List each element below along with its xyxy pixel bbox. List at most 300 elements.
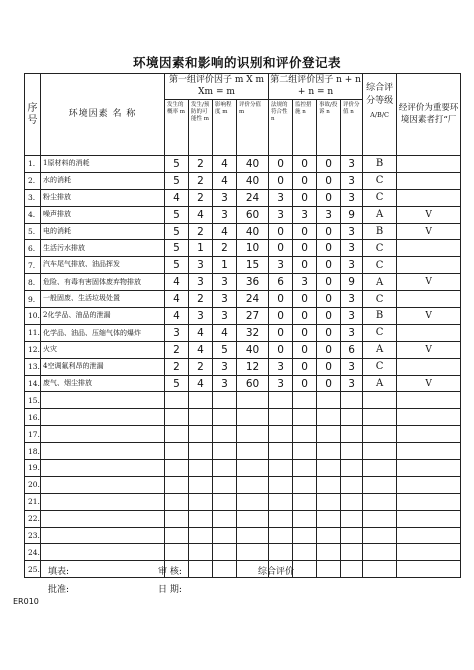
legal-value: 3 xyxy=(269,257,293,274)
grade-value: C xyxy=(363,257,397,274)
social-value xyxy=(317,392,341,409)
row-number: 7. xyxy=(25,257,41,274)
occurrence-value xyxy=(165,460,189,477)
row-number: 19. xyxy=(25,460,41,477)
social-value xyxy=(317,476,341,493)
row-number: 2. xyxy=(25,172,41,189)
score-n-value: 3 xyxy=(341,172,363,189)
legal-value xyxy=(269,544,293,561)
score-m-value: 40 xyxy=(237,172,269,189)
score-m-value xyxy=(237,476,269,493)
score-n-value: 3 xyxy=(341,358,363,375)
header-score-n: 评价分值 n xyxy=(341,100,363,156)
prevention-value: 3 xyxy=(189,274,213,291)
score-m-value xyxy=(237,544,269,561)
header-seq: 序号 xyxy=(25,74,41,156)
legal-value: 0 xyxy=(269,240,293,257)
important-mark xyxy=(397,426,461,443)
important-mark xyxy=(397,324,461,341)
grade-value: C xyxy=(363,189,397,206)
legal-value xyxy=(269,460,293,477)
factor-name: 4空调氟利昂的泄漏 xyxy=(41,358,165,375)
social-value: 0 xyxy=(317,257,341,274)
row-number: 18. xyxy=(25,443,41,460)
severity-value xyxy=(213,493,237,510)
score-n-value: 3 xyxy=(341,324,363,341)
severity-value: 3 xyxy=(213,189,237,206)
score-m-value xyxy=(237,510,269,527)
score-n-value: 6 xyxy=(341,341,363,358)
social-value xyxy=(317,460,341,477)
important-mark xyxy=(397,409,461,426)
grade-value xyxy=(363,443,397,460)
complaint-value: 0 xyxy=(293,223,317,240)
row-number: 17. xyxy=(25,426,41,443)
score-m-value: 40 xyxy=(237,223,269,240)
occurrence-value: 4 xyxy=(165,274,189,291)
occurrence-value: 2 xyxy=(165,358,189,375)
legal-value xyxy=(269,392,293,409)
complaint-value: 0 xyxy=(293,375,317,392)
header-legal: 法规的符合性 n xyxy=(269,100,293,156)
important-mark xyxy=(397,443,461,460)
factor-name xyxy=(41,460,165,477)
score-m-value: 10 xyxy=(237,240,269,257)
score-m-value: 32 xyxy=(237,324,269,341)
factor-name: 火灾 xyxy=(41,341,165,358)
complaint-value: 0 xyxy=(293,189,317,206)
score-m-value: 27 xyxy=(237,308,269,325)
grade-value xyxy=(363,409,397,426)
social-value: 3 xyxy=(317,206,341,223)
row-number: 15. xyxy=(25,392,41,409)
score-m-value xyxy=(237,460,269,477)
legal-value xyxy=(269,527,293,544)
prevention-value xyxy=(189,561,213,578)
prevention-value: 2 xyxy=(189,189,213,206)
occurrence-value: 3 xyxy=(165,324,189,341)
occurrence-value: 4 xyxy=(165,189,189,206)
grade-value: B xyxy=(363,308,397,325)
severity-value xyxy=(213,476,237,493)
social-value: 0 xyxy=(317,189,341,206)
grade-value: C xyxy=(363,324,397,341)
social-value xyxy=(317,527,341,544)
important-mark: V xyxy=(397,341,461,358)
complaint-value: 0 xyxy=(293,308,317,325)
prevention-value xyxy=(189,476,213,493)
row-number: 22. xyxy=(25,510,41,527)
table-row xyxy=(25,527,461,544)
factor-name: 噪声排放 xyxy=(41,206,165,223)
factor-name: 粉尘排放 xyxy=(41,189,165,206)
legal-value: 0 xyxy=(269,291,293,308)
grade-value xyxy=(363,493,397,510)
occurrence-value xyxy=(165,510,189,527)
complaint-value xyxy=(293,476,317,493)
score-m-value: 60 xyxy=(237,375,269,392)
row-number: 10. xyxy=(25,308,41,325)
row-number: 12. xyxy=(25,341,41,358)
complaint-value xyxy=(293,493,317,510)
score-n-value: 9 xyxy=(341,274,363,291)
score-n-value xyxy=(341,561,363,578)
prevention-value: 2 xyxy=(189,358,213,375)
table-row xyxy=(25,341,461,358)
occurrence-value: 4 xyxy=(165,291,189,308)
important-mark: V xyxy=(397,206,461,223)
factor-name: 1原材料的消耗 xyxy=(41,156,165,173)
score-n-value xyxy=(341,544,363,561)
document-code: ER010 xyxy=(13,597,39,606)
factor-name: 电的消耗 xyxy=(41,223,165,240)
complaint-value xyxy=(293,544,317,561)
occurrence-value xyxy=(165,527,189,544)
prevention-value xyxy=(189,460,213,477)
score-n-value: 3 xyxy=(341,223,363,240)
grade-value xyxy=(363,460,397,477)
prevention-value: 2 xyxy=(189,291,213,308)
important-mark: V xyxy=(397,308,461,325)
severity-value xyxy=(213,392,237,409)
social-value xyxy=(317,443,341,460)
score-m-value: 15 xyxy=(237,257,269,274)
grade-value xyxy=(363,527,397,544)
complaint-value xyxy=(293,443,317,460)
table-row xyxy=(25,189,461,206)
severity-value xyxy=(213,544,237,561)
legal-value: 3 xyxy=(269,206,293,223)
severity-value: 3 xyxy=(213,308,237,325)
score-n-value xyxy=(341,443,363,460)
header-occurrence: 发生的概率 m xyxy=(165,100,189,156)
factor-name xyxy=(41,409,165,426)
complaint-value: 0 xyxy=(293,257,317,274)
severity-value xyxy=(213,561,237,578)
row-number: 11. xyxy=(25,324,41,341)
legal-value: 3 xyxy=(269,358,293,375)
severity-value: 3 xyxy=(213,291,237,308)
score-n-value: 3 xyxy=(341,156,363,173)
header-complaint: 监控措施 n xyxy=(293,100,317,156)
grade-value: C xyxy=(363,358,397,375)
score-n-value xyxy=(341,527,363,544)
severity-value: 4 xyxy=(213,156,237,173)
prevention-value xyxy=(189,409,213,426)
occurrence-value: 5 xyxy=(165,240,189,257)
important-mark: V xyxy=(397,375,461,392)
grade-value: A xyxy=(363,375,397,392)
table-row xyxy=(25,409,461,426)
row-number: 20. xyxy=(25,476,41,493)
occurrence-value: 5 xyxy=(165,172,189,189)
factor-name: 危险、有毒有害固体废弃物排放 xyxy=(41,274,165,291)
score-m-value: 24 xyxy=(237,189,269,206)
occurrence-value: 5 xyxy=(165,206,189,223)
table-row xyxy=(25,274,461,291)
row-number: 23. xyxy=(25,527,41,544)
header-severity: 影响程度 m xyxy=(213,100,237,156)
legal-value: 3 xyxy=(269,189,293,206)
important-mark xyxy=(397,476,461,493)
legal-value xyxy=(269,443,293,460)
complaint-value xyxy=(293,561,317,578)
occurrence-value: 5 xyxy=(165,223,189,240)
row-number: 1. xyxy=(25,156,41,173)
social-value xyxy=(317,409,341,426)
social-value: 0 xyxy=(317,308,341,325)
prevention-value: 3 xyxy=(189,257,213,274)
register-table xyxy=(24,73,461,578)
important-mark xyxy=(397,156,461,173)
occurrence-value xyxy=(165,409,189,426)
score-m-value xyxy=(237,493,269,510)
prevention-value xyxy=(189,392,213,409)
complaint-value xyxy=(293,392,317,409)
score-n-value xyxy=(341,426,363,443)
complaint-value: 3 xyxy=(293,206,317,223)
table-row xyxy=(25,172,461,189)
table-row xyxy=(25,392,461,409)
row-number: 24. xyxy=(25,544,41,561)
header-group1: 第一组评价因子 m X m Xm = m xyxy=(165,74,269,100)
score-n-value: 3 xyxy=(341,375,363,392)
complaint-value xyxy=(293,426,317,443)
important-mark xyxy=(397,460,461,477)
footer-filled-by: 填表: xyxy=(48,567,70,577)
score-n-value: 3 xyxy=(341,240,363,257)
row-number: 14. xyxy=(25,375,41,392)
important-mark xyxy=(397,189,461,206)
occurrence-value: 2 xyxy=(165,341,189,358)
occurrence-value xyxy=(165,544,189,561)
legal-value: 0 xyxy=(269,341,293,358)
social-value xyxy=(317,544,341,561)
factor-name xyxy=(41,510,165,527)
footer-date: 日 期: xyxy=(158,585,182,595)
important-mark xyxy=(397,392,461,409)
severity-value xyxy=(213,443,237,460)
occurrence-value xyxy=(165,476,189,493)
severity-value: 4 xyxy=(213,172,237,189)
factor-name: 一般固废、生活垃圾处置 xyxy=(41,291,165,308)
header-factor-name: 环境因素 名 称 xyxy=(41,74,165,156)
factor-name xyxy=(41,476,165,493)
score-n-value xyxy=(341,493,363,510)
occurrence-value xyxy=(165,493,189,510)
prevention-value: 2 xyxy=(189,223,213,240)
grade-value xyxy=(363,426,397,443)
factor-name xyxy=(41,527,165,544)
table-row xyxy=(25,510,461,527)
score-m-value xyxy=(237,392,269,409)
score-n-value xyxy=(341,392,363,409)
important-mark xyxy=(397,561,461,578)
table-row xyxy=(25,308,461,325)
occurrence-value: 5 xyxy=(165,375,189,392)
prevention-value: 1 xyxy=(189,240,213,257)
complaint-value: 0 xyxy=(293,324,317,341)
social-value: 0 xyxy=(317,172,341,189)
social-value: 0 xyxy=(317,240,341,257)
row-number: 25. xyxy=(25,561,41,578)
score-m-value: 36 xyxy=(237,274,269,291)
grade-value: C xyxy=(363,172,397,189)
occurrence-value xyxy=(165,392,189,409)
social-value: 0 xyxy=(317,341,341,358)
occurrence-value xyxy=(165,426,189,443)
factor-name xyxy=(41,493,165,510)
prevention-value: 3 xyxy=(189,308,213,325)
row-number: 13. xyxy=(25,358,41,375)
factor-name: 废气、烟尘排放 xyxy=(41,375,165,392)
important-mark xyxy=(397,510,461,527)
prevention-value: 2 xyxy=(189,156,213,173)
row-number: 3. xyxy=(25,189,41,206)
table-row xyxy=(25,206,461,223)
grade-value: C xyxy=(363,240,397,257)
social-value: 0 xyxy=(317,375,341,392)
prevention-value: 4 xyxy=(189,324,213,341)
score-m-value: 40 xyxy=(237,156,269,173)
score-m-value: 60 xyxy=(237,206,269,223)
severity-value: 5 xyxy=(213,341,237,358)
row-number: 21. xyxy=(25,493,41,510)
factor-name xyxy=(41,392,165,409)
factor-name: 水的消耗 xyxy=(41,172,165,189)
prevention-value: 4 xyxy=(189,341,213,358)
score-n-value: 9 xyxy=(341,206,363,223)
prevention-value: 2 xyxy=(189,172,213,189)
occurrence-value xyxy=(165,443,189,460)
score-n-value: 3 xyxy=(341,189,363,206)
footer-approved-by: 批准: xyxy=(48,585,70,595)
severity-value xyxy=(213,426,237,443)
complaint-value: 0 xyxy=(293,341,317,358)
severity-value: 3 xyxy=(213,375,237,392)
header-score-m: 评价分值 m xyxy=(237,100,269,156)
table-row xyxy=(25,257,461,274)
table-row xyxy=(25,460,461,477)
grade-value xyxy=(363,510,397,527)
important-mark xyxy=(397,493,461,510)
complaint-value: 0 xyxy=(293,291,317,308)
legal-value xyxy=(269,476,293,493)
table-row xyxy=(25,493,461,510)
footer-reviewed-by: 审 核: xyxy=(158,567,182,577)
social-value: 0 xyxy=(317,274,341,291)
score-m-value xyxy=(237,443,269,460)
factor-name: 汽车尾气排放、油品挥发 xyxy=(41,257,165,274)
social-value xyxy=(317,510,341,527)
score-n-value xyxy=(341,409,363,426)
social-value: 0 xyxy=(317,291,341,308)
grade-value: A xyxy=(363,341,397,358)
score-m-value: 12 xyxy=(237,358,269,375)
social-value xyxy=(317,493,341,510)
score-m-value xyxy=(237,527,269,544)
grade-value xyxy=(363,561,397,578)
occurrence-value: 5 xyxy=(165,156,189,173)
factor-name xyxy=(41,443,165,460)
prevention-value: 4 xyxy=(189,375,213,392)
occurrence-value: 4 xyxy=(165,308,189,325)
table-row xyxy=(25,443,461,460)
grade-value xyxy=(363,476,397,493)
severity-value: 2 xyxy=(213,240,237,257)
complaint-value xyxy=(293,460,317,477)
complaint-value: 0 xyxy=(293,156,317,173)
complaint-value: 0 xyxy=(293,172,317,189)
factor-name: 2化学品、油品的泄漏 xyxy=(41,308,165,325)
factor-name xyxy=(41,426,165,443)
score-m-value xyxy=(237,426,269,443)
score-n-value: 3 xyxy=(341,308,363,325)
social-value: 0 xyxy=(317,223,341,240)
prevention-value: 4 xyxy=(189,206,213,223)
factor-name: 生活污水排放 xyxy=(41,240,165,257)
row-number: 5. xyxy=(25,223,41,240)
footer-overall: 综合评价 xyxy=(258,567,295,577)
complaint-value: 3 xyxy=(293,274,317,291)
prevention-value xyxy=(189,426,213,443)
score-n-value: 3 xyxy=(341,291,363,308)
legal-value: 0 xyxy=(269,324,293,341)
important-mark xyxy=(397,544,461,561)
social-value: 0 xyxy=(317,324,341,341)
header-grade-sub: A/B/C xyxy=(370,111,389,120)
row-number: 8. xyxy=(25,274,41,291)
grade-value: B xyxy=(363,223,397,240)
severity-value: 3 xyxy=(213,274,237,291)
table-row xyxy=(25,476,461,493)
grade-value: C xyxy=(363,291,397,308)
score-n-value xyxy=(341,476,363,493)
important-mark: V xyxy=(397,223,461,240)
factor-name: 化学品、油品、压缩气体的爆炸 xyxy=(41,324,165,341)
row-number: 16. xyxy=(25,409,41,426)
important-mark xyxy=(397,172,461,189)
header-important: 经评价为重要环境因素者打“厂 xyxy=(397,74,461,156)
legal-value: 0 xyxy=(269,156,293,173)
legal-value: 0 xyxy=(269,308,293,325)
prevention-value xyxy=(189,493,213,510)
prevention-value xyxy=(189,527,213,544)
score-m-value: 40 xyxy=(237,341,269,358)
legal-value xyxy=(269,510,293,527)
legal-value xyxy=(269,493,293,510)
prevention-value xyxy=(189,544,213,561)
score-m-value xyxy=(237,409,269,426)
row-number: 4. xyxy=(25,206,41,223)
score-n-value xyxy=(341,460,363,477)
header-grade xyxy=(363,74,397,156)
table-row xyxy=(25,223,461,240)
header-group2: 第二组评价因子 n + n + n = n xyxy=(269,74,363,100)
factor-name xyxy=(41,544,165,561)
grade-value: A xyxy=(363,206,397,223)
table-row xyxy=(25,156,461,173)
important-mark xyxy=(397,257,461,274)
table-row xyxy=(25,291,461,308)
grade-value: A xyxy=(363,274,397,291)
score-n-value xyxy=(341,510,363,527)
score-m-value: 24 xyxy=(237,291,269,308)
severity-value: 1 xyxy=(213,257,237,274)
important-mark xyxy=(397,358,461,375)
grade-value xyxy=(363,392,397,409)
legal-value: 3 xyxy=(269,375,293,392)
